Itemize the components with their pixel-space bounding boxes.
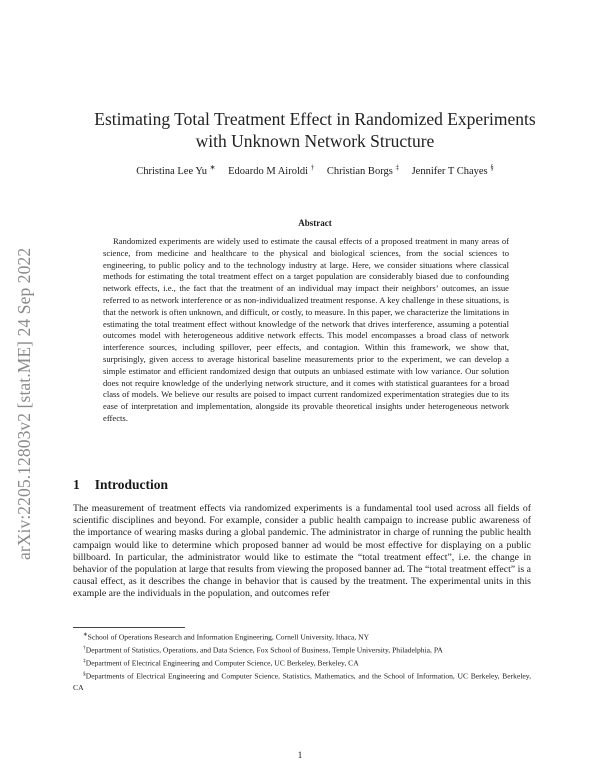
page-number: 1 [297, 751, 303, 761]
author-mark: ∗ [209, 163, 216, 171]
author-list [60, 163, 570, 177]
footnote [73, 630, 531, 643]
author-1 [136, 163, 216, 177]
footnote-mark: ‡ [83, 657, 86, 664]
section-heading [73, 477, 168, 493]
arxiv-identifier: arXiv:2205.12803v2 [stat.ME] 24 Sep 2022 [14, 247, 34, 560]
author-name: Christian Borgs [326, 165, 393, 177]
author-4 [411, 163, 494, 177]
author-2 [228, 163, 315, 177]
footnote [73, 669, 531, 693]
title-line-1: Estimating Total Treatment Effect in Randomized Experiments [94, 109, 536, 129]
author-name: Jennifer T Chayes [411, 165, 488, 177]
introduction-paragraph: The measurement of treatment effects via randomized experiments is a fundamental tool used across all fields of scientific disciplines and beyond. For example, consider a public health campaign to increase public awareness of the importance of wearing masks during a global pandemic. The administrator in charge of running the public health campaign would like to determine which proposed banner ad would be most effective for displaying on a public billboard. In particular, the administrator would like to estimate the “total treatment effect”, i.e. the change in behavior of the population at large that results from viewing the proposed banner ad. The “total treatment effect” is a causal effect, as it describes the change in behavior that is caused by the treatment. The experimental units in this example are the individuals in the population, and outcomes refer [73, 503, 531, 600]
footnote-text: Departments of Electrical Engineering and Computer Science, Statistics, Mathematics, and the School of Information, UC Berkeley, Berkeley, CA [73, 671, 531, 692]
author-mark: § [490, 163, 494, 171]
title-line-2: with Unknown Network Structure [195, 131, 435, 151]
footnote-text: School of Operations Research and Information Engineering, Cornell University, Ithaca, NY [87, 632, 370, 642]
footnotes [73, 630, 531, 693]
footnote-mark: § [83, 670, 86, 677]
author-name: Christina Lee Yu [136, 165, 208, 177]
author-mark: † [310, 163, 315, 171]
author-mark: ‡ [395, 163, 399, 171]
footnote-mark: ∗ [83, 632, 88, 638]
footnote-divider [73, 627, 185, 628]
abstract-text: Randomized experiments are widely used to estimate the causal effects of a proposed treatment in many areas of science, from medicine and healthcare to the physical and biological sciences, from the social sciences to engineering, to public policy and to the technology industry at large. Here, we consider situations where classical methods for estimating the total treatment effect on a target population are considerably biased due to confounding network effects, i.e., the fact that the treatment of an individual may impact their neighbors’ outcomes, an issue referred to as network interference or as non-individualized treatment response. A key challenge in these situations, is that the network is often unknown, and difficult, or costly, to measure. In this paper, we characterize the limitations in estimating the total treatment effect without knowledge of the network that drives interference, assuming a potential outcomes model with heterogeneous additive network effects. This model encompasses a broad class of network interference sources, including spillover, peer effects, and contagion. Within this framework, we show that, surprisingly, given access to average historical baseline measurements prior to the experiment, we can develop a simple estimator and efficient randomized design that outputs an unbiased estimate with low variance. Our solution does not require knowledge of the underlying network structure, and it comes with statistical guarantees for a broad class of models. We believe our results are poised to impact current randomized experimentation strategies due to its ease of interpretation and implementation, alongside its provable theoretical insights under heterogeneous network effects. [103, 236, 509, 423]
footnote-mark: † [83, 644, 86, 651]
author-name: Edoardo M Airoldi [228, 165, 309, 177]
footnote-text: Department of Statistics, Operations, and Data Science, Fox School of Business, Temple University, Philadelphia, PA [85, 645, 443, 655]
section-title: Introduction [94, 477, 169, 492]
footnote [73, 643, 531, 656]
section-number: 1 [73, 477, 80, 492]
paper-title [60, 108, 570, 152]
footnote [73, 656, 531, 669]
footnote-text: Department of Electrical Engineering and Computer Science, UC Berkeley, Berkeley, CA [85, 658, 359, 668]
author-3 [326, 163, 399, 177]
abstract-heading: Abstract [298, 218, 332, 228]
